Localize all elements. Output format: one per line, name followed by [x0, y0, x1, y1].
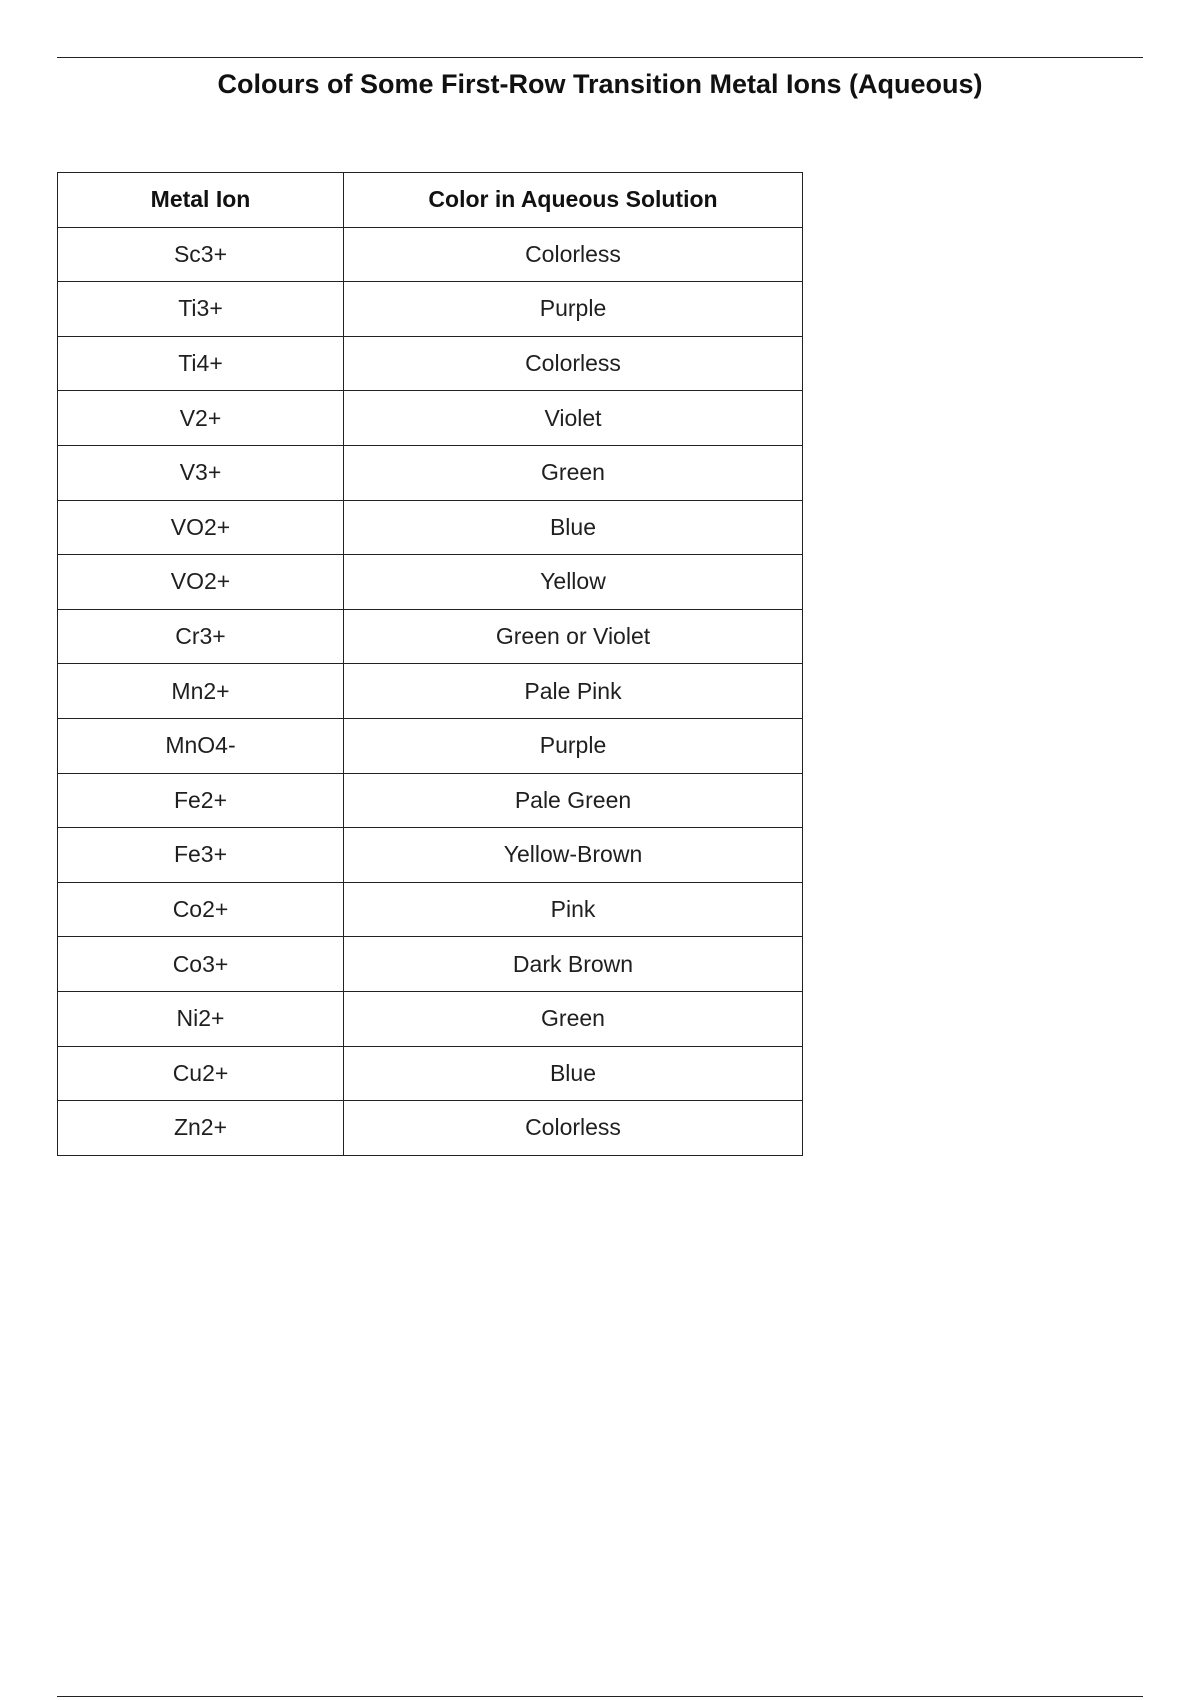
metal-ion-cell: Zn2+	[58, 1101, 344, 1156]
table-row	[58, 882, 803, 937]
table-header-row	[58, 173, 803, 228]
metal-ion-cell: Fe3+	[58, 828, 344, 883]
color-cell: Pale Green	[344, 773, 803, 828]
metal-ion-cell: Ti4+	[58, 336, 344, 391]
color-cell: Dark Brown	[344, 937, 803, 992]
color-cell: Yellow-Brown	[344, 828, 803, 883]
top-rule	[57, 57, 1143, 58]
table-row	[58, 555, 803, 610]
metal-ion-cell: VO2+	[58, 555, 344, 610]
table-row	[58, 664, 803, 719]
table-row	[58, 609, 803, 664]
color-cell: Purple	[344, 282, 803, 337]
metal-ion-cell: V2+	[58, 391, 344, 446]
table-row	[58, 718, 803, 773]
table-row	[58, 227, 803, 282]
bottom-rule	[57, 1696, 1143, 1697]
color-cell: Pale Pink	[344, 664, 803, 719]
metal-ion-cell: Mn2+	[58, 664, 344, 719]
color-cell: Blue	[344, 1046, 803, 1101]
metal-ion-cell: Cr3+	[58, 609, 344, 664]
table-row	[58, 773, 803, 828]
color-cell: Colorless	[344, 1101, 803, 1156]
metal-ion-cell: Cu2+	[58, 1046, 344, 1101]
metal-ion-cell: MnO4-	[58, 718, 344, 773]
table-row	[58, 336, 803, 391]
metal-ion-cell: Fe2+	[58, 773, 344, 828]
table-row	[58, 1046, 803, 1101]
metal-ion-cell: Ti3+	[58, 282, 344, 337]
metal-ion-cell: Co2+	[58, 882, 344, 937]
metal-ion-cell: Co3+	[58, 937, 344, 992]
color-cell: Green or Violet	[344, 609, 803, 664]
table-row	[58, 391, 803, 446]
table-row	[58, 991, 803, 1046]
color-cell: Violet	[344, 391, 803, 446]
ion-color-table	[57, 172, 803, 1156]
table-row	[58, 282, 803, 337]
column-header-metal-ion: Metal Ion	[58, 173, 344, 228]
color-cell: Yellow	[344, 555, 803, 610]
color-cell: Green	[344, 991, 803, 1046]
table-row	[58, 937, 803, 992]
color-cell: Blue	[344, 500, 803, 555]
column-header-color: Color in Aqueous Solution	[344, 173, 803, 228]
table-row	[58, 445, 803, 500]
metal-ion-cell: V3+	[58, 445, 344, 500]
metal-ion-cell: Sc3+	[58, 227, 344, 282]
color-cell: Green	[344, 445, 803, 500]
table-row	[58, 500, 803, 555]
color-cell: Purple	[344, 718, 803, 773]
color-cell: Colorless	[344, 336, 803, 391]
color-cell: Colorless	[344, 227, 803, 282]
page-title: Colours of Some First-Row Transition Metal Ions (Aqueous)	[217, 69, 983, 99]
metal-ion-cell: VO2+	[58, 500, 344, 555]
table-row	[58, 828, 803, 883]
metal-ion-cell: Ni2+	[58, 991, 344, 1046]
color-cell: Pink	[344, 882, 803, 937]
table-row	[58, 1101, 803, 1156]
